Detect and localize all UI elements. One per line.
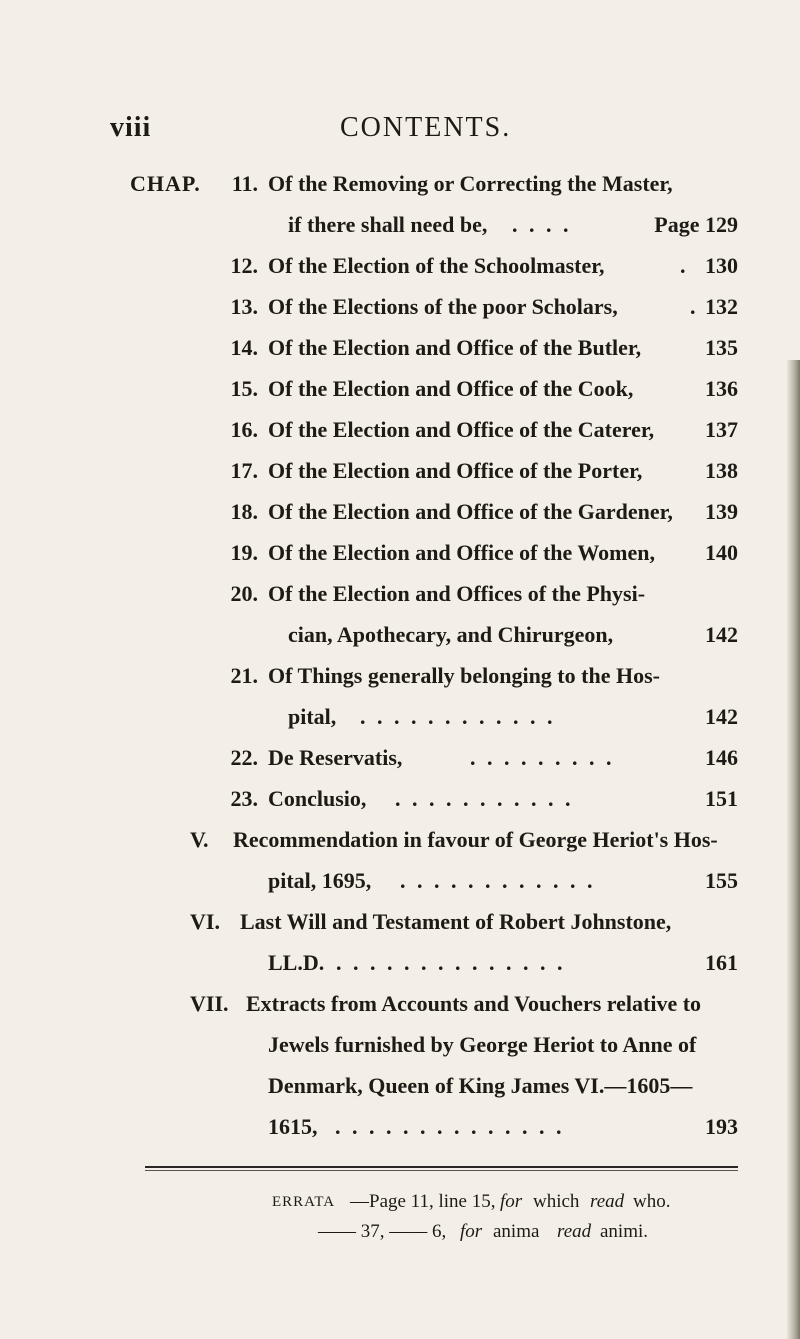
errata-read: read <box>557 1221 592 1242</box>
page-number: 142 <box>705 622 738 647</box>
page-number: 136 <box>705 376 738 401</box>
chapter-number: 19. <box>230 540 258 565</box>
toc-entry <box>0 1107 800 1147</box>
toc-entry <box>0 1066 800 1106</box>
toc-entry <box>0 574 800 614</box>
leader-dots: . . . . . . . . . . . <box>395 786 574 811</box>
entry-title: Of the Election of the Schoolmaster, <box>268 253 605 278</box>
toc-entry <box>0 861 800 901</box>
page-number: 137 <box>705 417 738 442</box>
toc-entry <box>0 820 800 860</box>
entry-title: Of the Election and Office of the Gardener, <box>268 499 673 524</box>
leader-dots: . . . . . . . . . . . . . . <box>336 950 566 975</box>
chapter-number: 17. <box>230 458 258 483</box>
entry-title: Of the Election and Office of the Cook, <box>268 376 634 401</box>
entry-title: if there shall need be, <box>288 212 488 237</box>
entry-title: Of the Election and Office of the Caterer, <box>268 417 655 442</box>
toc-entry <box>0 656 800 696</box>
entry-title: Conclusio, <box>268 786 367 811</box>
toc-entry <box>0 328 800 368</box>
running-title: CONTENTS. <box>340 112 512 143</box>
errata-ref: —Page 11, line 15, <box>350 1191 496 1212</box>
chapter-number: 20. <box>230 581 258 606</box>
page-number: 139 <box>705 499 738 524</box>
chapter-number: 22. <box>230 745 258 770</box>
toc-entry <box>0 246 800 286</box>
page-number: 135 <box>705 335 738 360</box>
toc-entry <box>0 287 800 327</box>
chapter-number: 21. <box>230 663 258 688</box>
toc-entry <box>0 779 800 819</box>
entry-title: LL.D. <box>268 950 325 975</box>
leader-dots: . . . . . . . . . . . . <box>360 704 556 729</box>
divider-rule <box>145 1166 738 1168</box>
toc-entry <box>0 902 800 942</box>
toc-entry <box>0 984 800 1024</box>
chapter-number: 12. <box>230 253 258 278</box>
leader-dots: . . . . . . . . . . . . <box>400 868 596 893</box>
entry-title: Jewels furnished by George Heriot to Anne of <box>268 1032 697 1057</box>
page-number: 161 <box>705 950 738 975</box>
chapter-number: 13. <box>230 294 258 319</box>
chapter-number: 11. <box>231 171 258 196</box>
toc-entry <box>0 738 800 778</box>
toc-entry <box>0 697 800 737</box>
entry-title: Of Things generally belonging to the Hos- <box>268 663 660 688</box>
entry-title: 1615, <box>268 1114 318 1139</box>
part-number: V. <box>190 827 209 852</box>
page-number: 146 <box>705 745 738 770</box>
leader-dots: . . . . . . . . . <box>470 745 615 770</box>
chapter-number: 14. <box>230 335 258 360</box>
errata-line <box>0 1214 800 1250</box>
page-number: Page 129 <box>654 212 738 237</box>
chapter-number: 23. <box>230 786 258 811</box>
errata-wrong-word: anima <box>493 1221 540 1242</box>
toc-entry <box>0 410 800 450</box>
entry-title: pital, <box>288 704 337 729</box>
entry-title: Extracts from Accounts and Vouchers relative to <box>246 991 702 1016</box>
entry-title: Recommendation in favour of George Heriot's Hos- <box>233 827 718 852</box>
part-number: VI. <box>190 909 220 934</box>
errata-wrong-word: which <box>533 1191 580 1212</box>
errata-for: for <box>460 1221 483 1242</box>
entry-title: Of the Election and Office of the Women, <box>268 540 655 565</box>
toc-entry <box>0 615 800 655</box>
divider-rule <box>145 1170 738 1171</box>
page-folio: viii <box>110 112 152 143</box>
part-number: VII. <box>190 991 229 1016</box>
entry-title: cian, Apothecary, and Chirurgeon, <box>288 622 614 647</box>
page-number: 155 <box>705 868 738 893</box>
toc-entry <box>0 943 800 983</box>
page-header <box>0 112 800 152</box>
page-number: 138 <box>705 458 738 483</box>
entry-title: Denmark, Queen of King James VI.—1605— <box>268 1073 693 1098</box>
errata-correct-word: animi. <box>600 1221 649 1242</box>
errata-read: read <box>590 1191 625 1212</box>
errata-for: for <box>500 1191 523 1212</box>
entry-title: Of the Election and Office of the Porter, <box>268 458 643 483</box>
errata-ref: —— 37, —— 6, <box>318 1221 447 1242</box>
page-number: 130 <box>705 253 738 278</box>
toc-entry <box>0 533 800 573</box>
leader-dots: . <box>680 253 689 278</box>
entry-title: Of the Election and Office of the Butler, <box>268 335 642 360</box>
chapter-number: 15. <box>230 376 258 401</box>
page-number: 140 <box>705 540 738 565</box>
leader-dots: . <box>690 294 699 319</box>
leader-dots: . . . . . . . . . . . . . . <box>335 1114 565 1139</box>
entry-title: Last Will and Testament of Robert Johnstone, <box>240 909 672 934</box>
leader-dots: . . . . <box>512 212 572 237</box>
page-number: 193 <box>705 1114 738 1139</box>
toc-entry <box>0 369 800 409</box>
entry-title: Of the Elections of the poor Scholars, <box>268 294 618 319</box>
toc-entry <box>0 1025 800 1065</box>
page-number: 132 <box>705 294 738 319</box>
entry-title: Of the Removing or Correcting the Master, <box>268 171 673 196</box>
toc-entry <box>0 492 800 532</box>
chapter-number: 16. <box>230 417 258 442</box>
entry-title: Of the Election and Offices of the Physi- <box>268 581 646 606</box>
toc-entry <box>0 205 800 245</box>
toc-entry <box>0 164 800 204</box>
chapter-number: 18. <box>230 499 258 524</box>
chap-label: CHAP. <box>130 171 201 196</box>
errata-correct-word: who. <box>633 1191 671 1212</box>
page-number: 142 <box>705 704 738 729</box>
entry-title: pital, 1695, <box>268 868 372 893</box>
errata-label: ERRATA <box>272 1194 336 1210</box>
page-number: 151 <box>705 786 738 811</box>
entry-title: De Reservatis, <box>268 745 403 770</box>
toc-entry <box>0 451 800 491</box>
